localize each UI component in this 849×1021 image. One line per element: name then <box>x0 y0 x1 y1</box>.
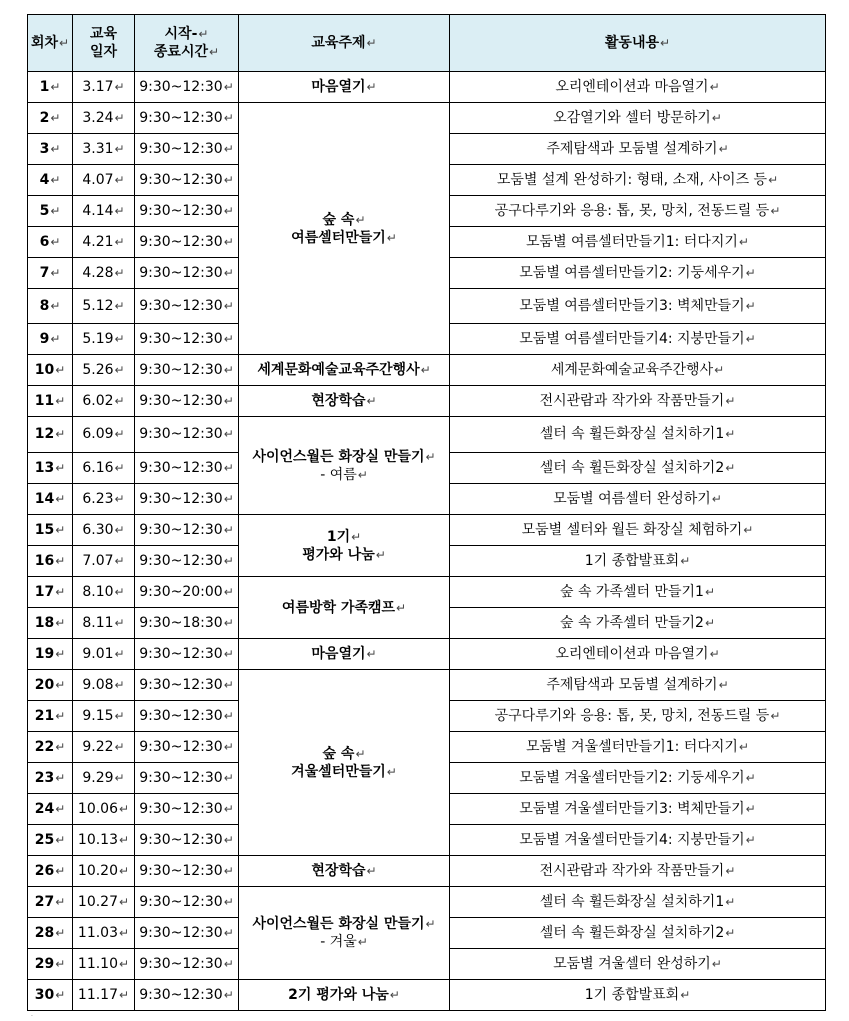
session-date: 9.22↵ <box>73 732 135 763</box>
session-number: 21↵ <box>28 701 73 732</box>
session-number: 10↵ <box>28 355 73 386</box>
table-row <box>28 103 826 134</box>
session-time: 9:30~12:30↵ <box>135 763 239 794</box>
table-row <box>28 386 826 417</box>
activity-cell: 셀터 속 휠든화장실 설치하기1↵ <box>450 887 826 918</box>
activity-cell: 오리엔테이션과 마음열기↵ <box>450 639 826 670</box>
header-activity: 활동내용↵ <box>450 15 826 72</box>
session-time: 9:30~12:30↵ <box>135 918 239 949</box>
activity-cell: 모둠별 겨울셀터만들기2: 기둥세우기↵ <box>450 763 826 794</box>
topic-cell: 마음열기↵ <box>239 639 450 670</box>
table-row <box>28 887 826 918</box>
session-time: 9:30~12:30↵ <box>135 515 239 546</box>
session-time: 9:30~12:30↵ <box>135 701 239 732</box>
session-date: 4.07↵ <box>73 165 135 196</box>
footer-dot: · <box>31 1013 33 1020</box>
session-date: 10.20↵ <box>73 856 135 887</box>
activity-cell: 공구다루기와 응용: 톱, 못, 망치, 전동드릴 등↵ <box>450 196 826 227</box>
session-time: 9:30~12:30↵ <box>135 258 239 289</box>
session-time: 9:30~12:30↵ <box>135 825 239 856</box>
session-number: 19↵ <box>28 639 73 670</box>
session-number: 26↵ <box>28 856 73 887</box>
session-time: 9:30~12:30↵ <box>135 355 239 386</box>
activity-cell: 주제탐색과 모둠별 설계하기↵ <box>450 670 826 701</box>
activity-cell: 세계문화예술교육주간행사↵ <box>450 355 826 386</box>
session-number: 15↵ <box>28 515 73 546</box>
topic-cell: 여름방학 가족캠프↵ <box>239 577 450 639</box>
session-number: 20↵ <box>28 670 73 701</box>
session-date: 9.01↵ <box>73 639 135 670</box>
session-date: 8.10↵ <box>73 577 135 608</box>
header-session: 회차↵ <box>28 15 73 72</box>
session-number: 30↵ <box>28 980 73 1011</box>
session-date: 10.27↵ <box>73 887 135 918</box>
session-time: 9:30~12:30↵ <box>135 794 239 825</box>
topic-cell: 1기↵ 평가와 나눔↵ <box>239 515 450 577</box>
session-time: 9:30~12:30↵ <box>135 72 239 103</box>
activity-cell: 오리엔테이션과 마음열기↵ <box>450 72 826 103</box>
session-number: 25↵ <box>28 825 73 856</box>
session-time: 9:30~20:00↵ <box>135 577 239 608</box>
table-row <box>28 417 826 453</box>
session-date: 5.26↵ <box>73 355 135 386</box>
session-time: 9:30~12:30↵ <box>135 887 239 918</box>
session-time: 9:30~12:30↵ <box>135 289 239 324</box>
session-date: 4.14↵ <box>73 196 135 227</box>
activity-cell: 오감열기와 셀터 방문하기↵ <box>450 103 826 134</box>
session-date: 4.28↵ <box>73 258 135 289</box>
session-date: 10.13↵ <box>73 825 135 856</box>
session-date: 10.06↵ <box>73 794 135 825</box>
topic-cell: 숲 속↵ 여름셀터만들기↵ <box>239 103 450 355</box>
table-row <box>28 515 826 546</box>
topic-cell: 2기 평가와 나눔↵ <box>239 980 450 1011</box>
activity-cell: 전시관람과 작가와 작품만들기↵ <box>450 386 826 417</box>
session-time: 9:30~12:30↵ <box>135 732 239 763</box>
session-number: 12↵ <box>28 417 73 453</box>
session-date: 3.24↵ <box>73 103 135 134</box>
session-date: 11.03↵ <box>73 918 135 949</box>
session-time: 9:30~12:30↵ <box>135 639 239 670</box>
session-number: 6↵ <box>28 227 73 258</box>
session-time: 9:30~12:30↵ <box>135 856 239 887</box>
activity-cell: 모둠별 겨울셀터만들기1: 터다지기↵ <box>450 732 826 763</box>
session-number: 4↵ <box>28 165 73 196</box>
session-date: 6.02↵ <box>73 386 135 417</box>
session-date: 3.17↵ <box>73 72 135 103</box>
session-number: 16↵ <box>28 546 73 577</box>
session-date: 6.16↵ <box>73 453 135 484</box>
session-number: 28↵ <box>28 918 73 949</box>
activity-cell: 숲 속 가족셀터 만들기2↵ <box>450 608 826 639</box>
table-row <box>28 639 826 670</box>
education-schedule-table <box>27 14 826 1011</box>
session-date: 6.23↵ <box>73 484 135 515</box>
session-number: 23↵ <box>28 763 73 794</box>
session-date: 6.09↵ <box>73 417 135 453</box>
activity-cell: 셀터 속 휠든화장실 설치하기1↵ <box>450 417 826 453</box>
topic-cell: 사이언스월든 화장실 만들기↵ - 여름↵ <box>239 417 450 515</box>
table-row <box>28 72 826 103</box>
session-time: 9:30~12:30↵ <box>135 196 239 227</box>
header-date: 교육 일자 <box>73 15 135 72</box>
session-time: 9:30~12:30↵ <box>135 670 239 701</box>
session-time: 9:30~12:30↵ <box>135 453 239 484</box>
header-time: 시작-↵ 종료시간↵ <box>135 15 239 72</box>
topic-cell: 현장학습↵ <box>239 386 450 417</box>
topic-cell: 마음열기↵ <box>239 72 450 103</box>
session-time: 9:30~12:30↵ <box>135 134 239 165</box>
session-time: 9:30~12:30↵ <box>135 546 239 577</box>
session-date: 4.21↵ <box>73 227 135 258</box>
session-time: 9:30~12:30↵ <box>135 324 239 355</box>
activity-cell: 모둠별 여름셀터만들기3: 벽체만들기↵ <box>450 289 826 324</box>
session-number: 8↵ <box>28 289 73 324</box>
activity-cell: 모둠별 셀터와 월든 화장실 체험하기↵ <box>450 515 826 546</box>
session-date: 5.19↵ <box>73 324 135 355</box>
session-time: 9:30~12:30↵ <box>135 386 239 417</box>
session-time: 9:30~12:30↵ <box>135 227 239 258</box>
table-row <box>28 355 826 386</box>
session-time: 9:30~12:30↵ <box>135 980 239 1011</box>
activity-cell: 셀터 속 휠든화장실 설치하기2↵ <box>450 918 826 949</box>
activity-cell: 셀터 속 휠든화장실 설치하기2↵ <box>450 453 826 484</box>
activity-cell: 1기 종합발표회↵ <box>450 980 826 1011</box>
activity-cell: 숲 속 가족셀터 만들기1↵ <box>450 577 826 608</box>
activity-cell: 모둠별 겨울셀터만들기3: 벽체만들기↵ <box>450 794 826 825</box>
session-time: 9:30~12:30↵ <box>135 417 239 453</box>
session-date: 8.11↵ <box>73 608 135 639</box>
topic-cell: 숲 속↵ 겨울셀터만들기↵ <box>239 670 450 856</box>
session-time: 9:30~12:30↵ <box>135 949 239 980</box>
session-number: 2↵ <box>28 103 73 134</box>
session-date: 3.31↵ <box>73 134 135 165</box>
topic-cell: 현장학습↵ <box>239 856 450 887</box>
activity-cell: 모둠별 여름셀터만들기4: 지붕만들기↵ <box>450 324 826 355</box>
session-number: 14↵ <box>28 484 73 515</box>
session-date: 9.08↵ <box>73 670 135 701</box>
activity-cell: 모둠별 설계 완성하기: 형태, 소재, 사이즈 등↵ <box>450 165 826 196</box>
session-time: 9:30~12:30↵ <box>135 484 239 515</box>
table-row <box>28 980 826 1011</box>
session-number: 29↵ <box>28 949 73 980</box>
activity-cell: 공구다루기와 응용: 톱, 못, 망치, 전동드릴 등↵ <box>450 701 826 732</box>
session-date: 9.15↵ <box>73 701 135 732</box>
header-row <box>28 15 826 72</box>
session-date: 11.17↵ <box>73 980 135 1011</box>
session-time: 9:30~12:30↵ <box>135 165 239 196</box>
session-number: 27↵ <box>28 887 73 918</box>
session-number: 1↵ <box>28 72 73 103</box>
topic-cell: 세계문화예술교육주간행사↵ <box>239 355 450 386</box>
session-number: 17↵ <box>28 577 73 608</box>
session-time: 9:30~18:30↵ <box>135 608 239 639</box>
session-number: 9↵ <box>28 324 73 355</box>
session-date: 9.29↵ <box>73 763 135 794</box>
activity-cell: 모둠별 겨울셀터만들기4: 지붕만들기↵ <box>450 825 826 856</box>
activity-cell: 1기 종합발표회↵ <box>450 546 826 577</box>
header-topic: 교육주제↵ <box>239 15 450 72</box>
table-row <box>28 670 826 701</box>
activity-cell: 주제탐색과 모둠별 설계하기↵ <box>450 134 826 165</box>
session-number: 11↵ <box>28 386 73 417</box>
activity-cell: 전시관람과 작가와 작품만들기↵ <box>450 856 826 887</box>
session-time: 9:30~12:30↵ <box>135 103 239 134</box>
table-row <box>28 856 826 887</box>
session-number: 13↵ <box>28 453 73 484</box>
activity-cell: 모둠별 겨울셀터 완성하기↵ <box>450 949 826 980</box>
session-date: 7.07↵ <box>73 546 135 577</box>
session-date: 11.10↵ <box>73 949 135 980</box>
session-number: 3↵ <box>28 134 73 165</box>
session-number: 5↵ <box>28 196 73 227</box>
session-number: 24↵ <box>28 794 73 825</box>
schedule-body <box>28 72 826 1011</box>
session-date: 6.30↵ <box>73 515 135 546</box>
session-number: 18↵ <box>28 608 73 639</box>
table-row <box>28 577 826 608</box>
session-date: 5.12↵ <box>73 289 135 324</box>
session-number: 22↵ <box>28 732 73 763</box>
activity-cell: 모둠별 여름셀터만들기2: 기둥세우기↵ <box>450 258 826 289</box>
activity-cell: 모둠별 여름셀터만들기1: 터다지기↵ <box>450 227 826 258</box>
topic-cell: 사이언스월든 화장실 만들기↵ - 겨울↵ <box>239 887 450 980</box>
activity-cell: 모둠별 여름셀터 완성하기↵ <box>450 484 826 515</box>
session-number: 7↵ <box>28 258 73 289</box>
